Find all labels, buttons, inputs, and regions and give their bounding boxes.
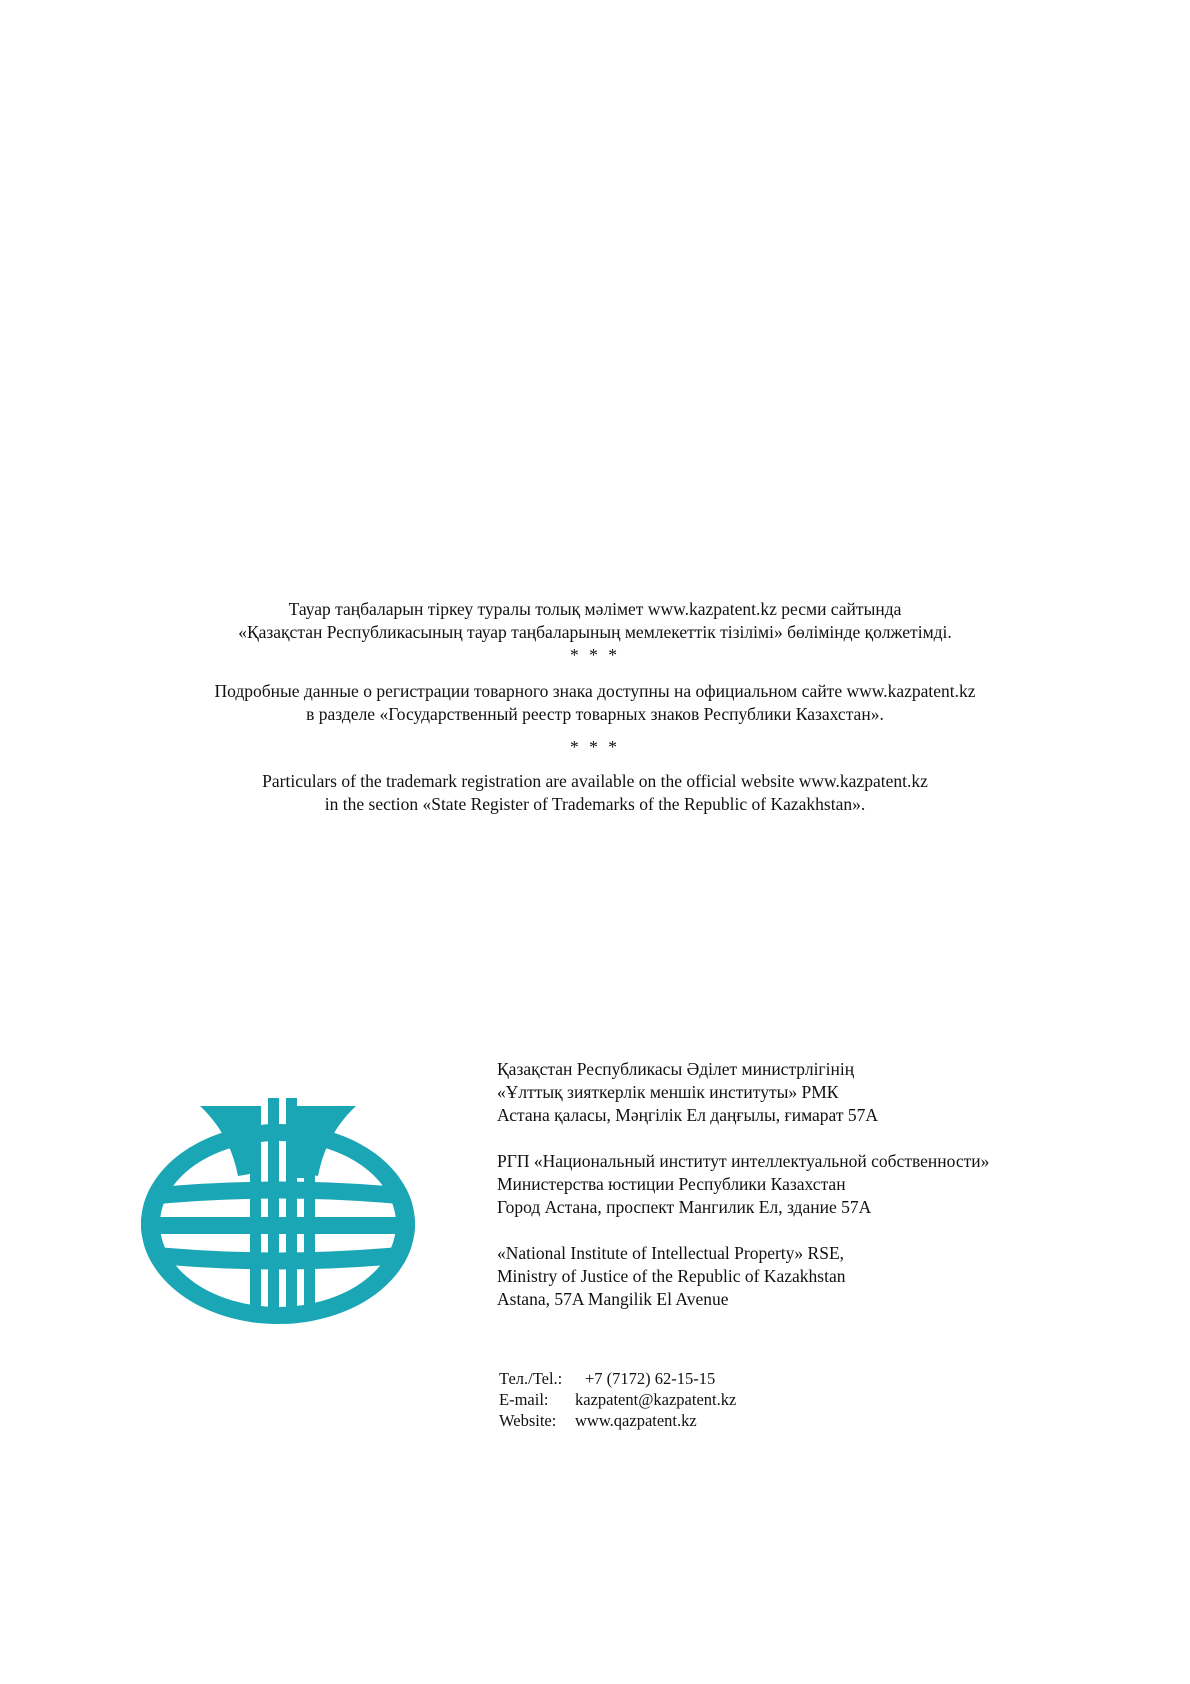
notice-kz-line-1: Тауар таңбаларын тіркеу туралы толық мәлімет www.kazpatent.kz ресми сайтында bbox=[288, 599, 902, 619]
tel-label: Тел./Tel.: bbox=[499, 1369, 563, 1388]
tel-row bbox=[499, 1368, 736, 1389]
email-label: E-mail: bbox=[499, 1390, 549, 1409]
kazpatent-emblem-icon bbox=[138, 1078, 418, 1328]
registration-notice bbox=[0, 598, 1190, 816]
website-label: Website: bbox=[499, 1411, 557, 1430]
notice-ru-line-1: Подробные данные о регистрации товарного знака доступны на официальном сайте www.kazpatent.kz bbox=[214, 681, 976, 701]
notice-kz-line-2: «Қазақстан Республикасының тауар таңбаларының мемлекеттік тізілімі» бөлімінде қолжетімді. bbox=[238, 622, 952, 642]
organization-info bbox=[497, 1058, 989, 1311]
org-kz-line: Қазақстан Республикасы Әділет министрлігінің bbox=[497, 1059, 855, 1079]
org-kz-line: Астана қаласы, Мәңгілік Ел даңғылы, ғимарат 57А bbox=[497, 1105, 879, 1125]
contact-info bbox=[499, 1368, 736, 1431]
notice-ru-line-2: в разделе «Государственный реестр товарных знаков Республики Казахстан». bbox=[306, 704, 884, 724]
website-value: www.qazpatent.kz bbox=[575, 1411, 697, 1430]
org-ru-line: Министерства юстиции Республики Казахстан bbox=[497, 1174, 846, 1194]
org-ru-line: РГП «Национальный институт интеллектуальной собственности» bbox=[497, 1151, 990, 1171]
org-en-line: Astana, 57A Mangilik El Avenue bbox=[497, 1289, 729, 1309]
notice-en-line-1: Particulars of the trademark registration are available on the official website www.kazpatent.kz bbox=[262, 771, 928, 791]
email-value: kazpatent@kazpatent.kz bbox=[575, 1390, 737, 1409]
org-en-line: «National Institute of Intellectual Property» RSE, bbox=[497, 1243, 845, 1263]
website-row bbox=[499, 1410, 736, 1431]
email-row bbox=[499, 1389, 736, 1410]
org-en-line: Ministry of Justice of the Republic of Kazakhstan bbox=[497, 1266, 846, 1286]
org-ru-line: Город Астана, проспект Мангилик Ел, здание 57А bbox=[497, 1197, 872, 1217]
notice-en-line-2: in the section «State Register of Trademarks of the Republic of Kazakhstan». bbox=[324, 794, 866, 814]
tel-value: +7 (7172) 62-15-15 bbox=[585, 1369, 716, 1388]
separator-stars: * * * bbox=[570, 645, 620, 665]
separator-stars: * * * bbox=[570, 737, 620, 757]
org-kz-line: «Ұлттық зияткерлік меншік институты» РМК bbox=[497, 1082, 839, 1102]
